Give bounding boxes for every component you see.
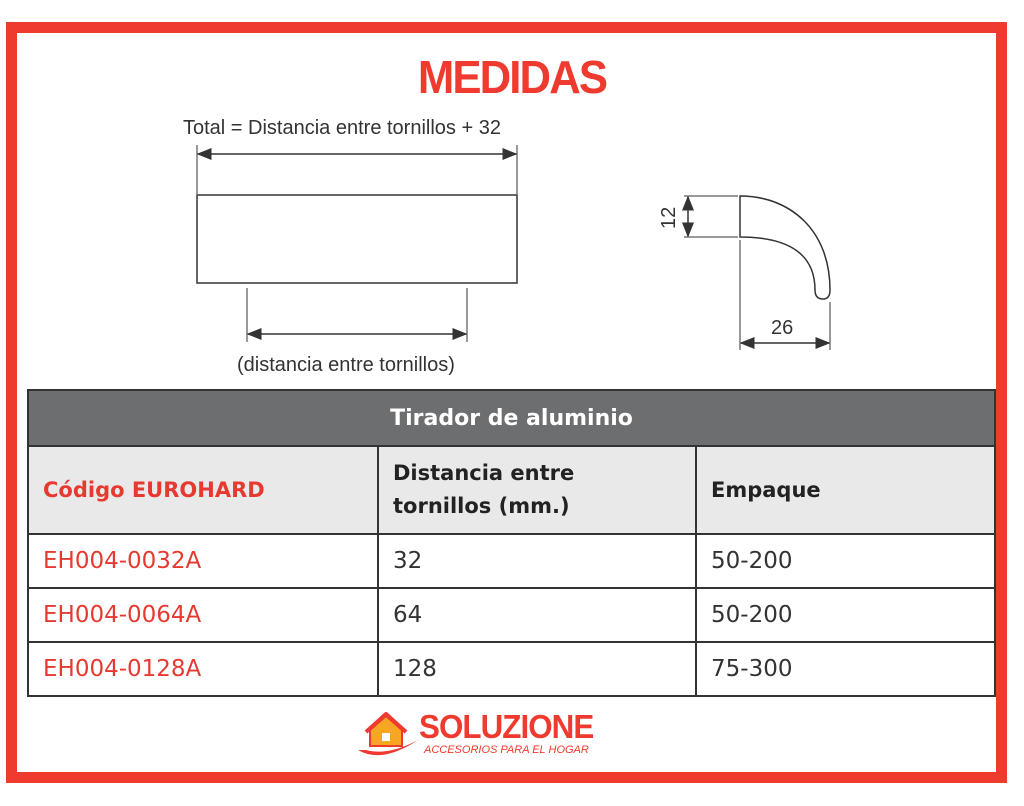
header-distance (378, 446, 696, 534)
handle-front-view (197, 195, 517, 283)
cell-code: EH004-0064A (28, 588, 378, 642)
specs-table (27, 389, 996, 697)
header-distance-line2: tornillos (mm.) (393, 494, 570, 518)
table-row (28, 534, 995, 588)
cell-code: EH004-0032A (28, 534, 378, 588)
table-row (28, 642, 995, 696)
table-caption: Tirador de aluminio (28, 390, 995, 446)
cell-package: 75-300 (696, 642, 995, 696)
header-distance-line1: Distancia entre (393, 461, 575, 485)
table-row (28, 588, 995, 642)
table-header-row (28, 446, 995, 534)
cell-package: 50-200 (696, 534, 995, 588)
page-title: MEDIDAS (417, 51, 607, 103)
header-package: Empaque (696, 446, 995, 534)
total-length-label: Total = Distancia entre tornillos + 32 (183, 117, 501, 139)
brand-tagline: ACCESORIOS PARA EL HOGAR (424, 744, 589, 756)
house-swoosh-icon (352, 706, 422, 766)
cell-distance: 128 (378, 642, 696, 696)
height-value: 12 (658, 206, 680, 229)
screw-distance-label: (distancia entre tornillos) (237, 354, 455, 376)
brand-logo (352, 706, 652, 766)
handle-side-profile (740, 196, 830, 299)
cell-package: 50-200 (696, 588, 995, 642)
brand-name: SOLUZIONE (419, 708, 594, 745)
header-code: Código EUROHARD (28, 446, 378, 534)
cell-code: EH004-0128A (28, 642, 378, 696)
depth-value: 26 (771, 317, 794, 339)
cell-distance: 64 (378, 588, 696, 642)
dimension-drawing (0, 0, 1024, 390)
cell-distance: 32 (378, 534, 696, 588)
